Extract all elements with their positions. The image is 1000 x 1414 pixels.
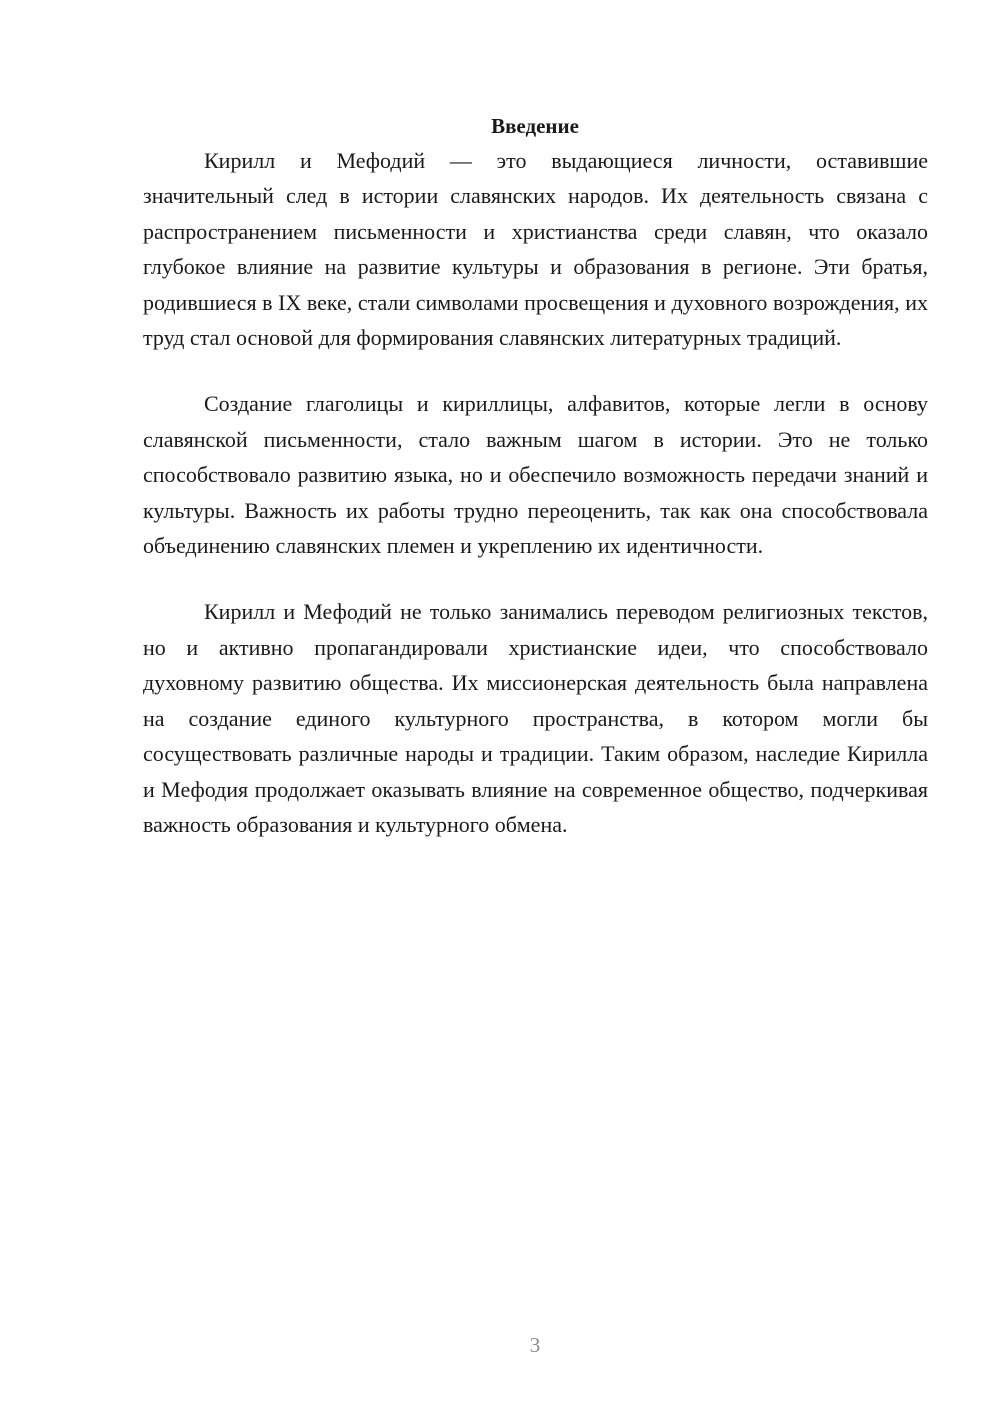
paragraph-2: Создание глаголицы и кириллицы, алфавитов, которые легли в основу славянской письменности, стало важным шагом в истории. Это не только способствовало развитию языка, но и обеспечило возможность передачи знаний и культуры. Важность их работы трудно переоценить, так как она способствовала объединению славянских племен и укреплению их идентичности.	[143, 391, 928, 559]
page-number: 3	[529, 1333, 541, 1357]
body-text	[143, 143, 928, 873]
page-title: Введение	[491, 114, 579, 139]
paragraph-1: Кирилл и Мефодий — это выдающиеся личности, оставившие значительный след в истории славянских народов. Их деятельность связана с распространением письменности и христианства среди славян, что оказало глубокое влияние на развитие культуры и образования в регионе. Эти братья, родившиеся в IX веке, стали символами просвещения и духовного возрождения, их труд стал основой для формирования славянских литературных традиций.	[143, 148, 928, 351]
paragraph-3: Кирилл и Мефодий не только занимались переводом религиозных текстов, но и активно пропагандировали христианские идеи, что способствовало духовному развитию общества. Их миссионерская деятельность была направлена на создание единого культурного пространства, в котором могли бы сосуществовать различные народы и традиции. Таким образом, наследие Кирилла и Мефодия продолжает оказывать влияние на современное общество, подчеркивая важность образования и культурного обмена.	[143, 599, 928, 837]
